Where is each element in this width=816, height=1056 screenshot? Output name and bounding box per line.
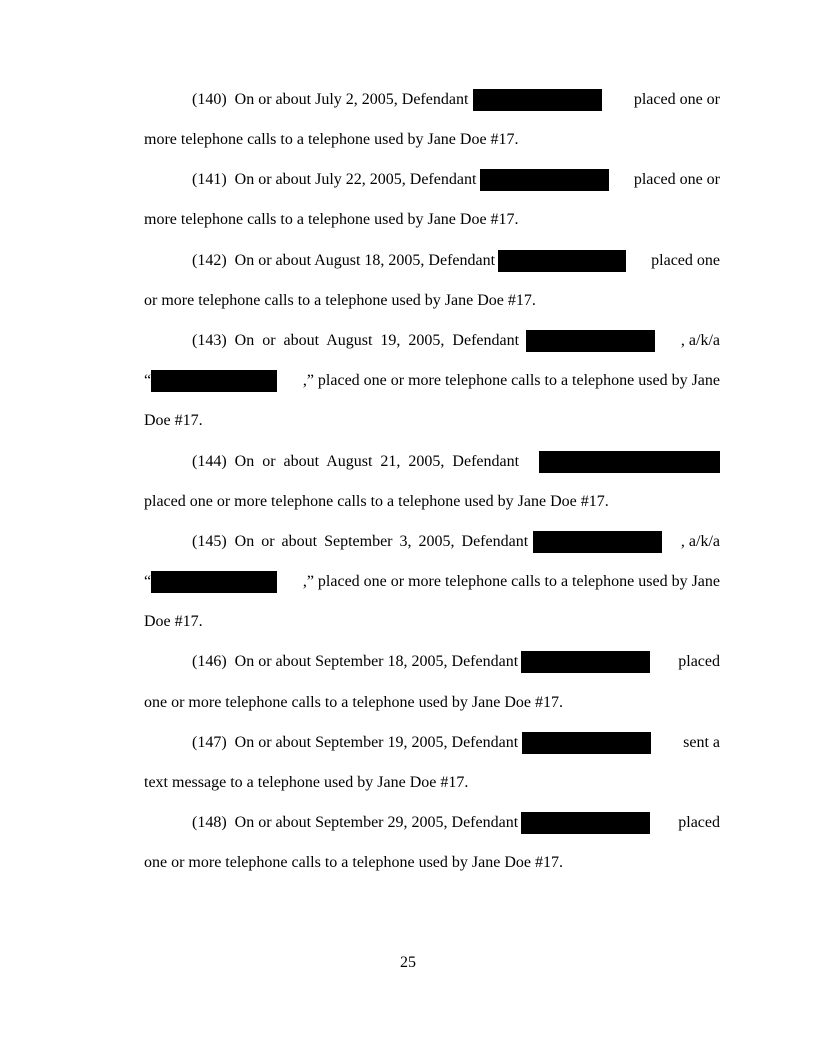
paragraph-146-line-2: one or more telephone calls to a telephone used by Jane Doe #17.: [144, 694, 563, 711]
paragraph-lead: On or about August 19, 2005, Defendant: [234, 332, 520, 349]
paragraph-tail: placed one or: [633, 171, 720, 188]
paragraph-tail: sent a: [683, 734, 720, 751]
redaction-block: [521, 651, 650, 673]
redaction-block: [498, 250, 626, 272]
paragraph-number: (146): [192, 653, 227, 670]
aka-open-quote: “: [144, 372, 152, 389]
paragraph-147-line-1: [144, 731, 720, 755]
redaction-block: [473, 89, 602, 111]
paragraph-140-line-2: more telephone calls to a telephone used by Jane Doe #17.: [144, 131, 519, 148]
page-number: 25: [400, 954, 416, 971]
paragraph-tail: placed: [678, 814, 720, 831]
aka-close-text: ,” placed one or more telephone calls to a telephone used by Jane: [302, 573, 720, 590]
redaction-block: [522, 732, 651, 754]
paragraph-number: (147): [192, 734, 227, 751]
paragraph-number: (140): [192, 91, 227, 108]
paragraph-tail: placed one: [651, 252, 720, 269]
paragraph-lead: On or about September 29, 2005, Defendant: [234, 814, 519, 831]
paragraph-number: (142): [192, 252, 227, 269]
redaction-block: [151, 571, 277, 593]
paragraph-lead: On or about September 19, 2005, Defendant: [234, 734, 519, 751]
paragraph-142-line-1: [144, 249, 720, 273]
redaction-block: [151, 370, 277, 392]
paragraph-lead: On or about August 18, 2005, Defendant: [234, 252, 496, 269]
redaction-block: [533, 531, 662, 553]
paragraph-lead: On or about September 18, 2005, Defendant: [234, 653, 519, 670]
paragraph-tail: , a/k/a: [680, 332, 720, 349]
paragraph-lead: On or about July 2, 2005, Defendant: [234, 91, 469, 108]
paragraph-lead: On or about September 3, 2005, Defendant: [234, 533, 529, 550]
paragraph-number: (141): [192, 171, 227, 188]
paragraph-141-line-2: more telephone calls to a telephone used by Jane Doe #17.: [144, 211, 519, 228]
paragraph-143-line-2: [144, 369, 720, 393]
paragraph-number: (148): [192, 814, 227, 831]
paragraph-146-line-1: [144, 650, 720, 674]
paragraph-145-line-2: [144, 570, 720, 594]
paragraph-144-line-2: placed one or more telephone calls to a telephone used by Jane Doe #17.: [144, 493, 609, 510]
paragraph-148-line-1: [144, 811, 720, 835]
paragraph-lead: On or about August 21, 2005, Defendant: [234, 453, 520, 470]
paragraph-tail: , a/k/a: [680, 533, 720, 550]
aka-open-quote: “: [144, 573, 152, 590]
redaction-block: [526, 330, 655, 352]
redaction-block: [480, 169, 609, 191]
paragraph-148-line-2: one or more telephone calls to a telephone used by Jane Doe #17.: [144, 854, 563, 871]
paragraph-141-line-1: [144, 168, 720, 192]
paragraph-142-line-2: or more telephone calls to a telephone used by Jane Doe #17.: [144, 292, 536, 309]
paragraph-lead: On or about July 22, 2005, Defendant: [234, 171, 477, 188]
paragraph-number: (143): [192, 332, 227, 349]
paragraph-145-line-1: [144, 530, 720, 554]
paragraph-number: (145): [192, 533, 227, 550]
redaction-block: [539, 451, 720, 473]
redaction-block: [521, 812, 650, 834]
paragraph-145-line-3: Doe #17.: [144, 613, 203, 630]
aka-close-text: ,” placed one or more telephone calls to a telephone used by Jane: [302, 372, 720, 389]
paragraph-147-line-2: text message to a telephone used by Jane Doe #17.: [144, 774, 469, 791]
paragraph-144-line-1: [144, 450, 720, 474]
paragraph-140-line-1: [144, 88, 720, 112]
paragraph-number: (144): [192, 453, 227, 470]
paragraph-143-line-1: [144, 329, 720, 353]
paragraph-tail: placed: [678, 653, 720, 670]
paragraph-tail: placed one or: [633, 91, 720, 108]
paragraph-143-line-3: Doe #17.: [144, 412, 203, 429]
